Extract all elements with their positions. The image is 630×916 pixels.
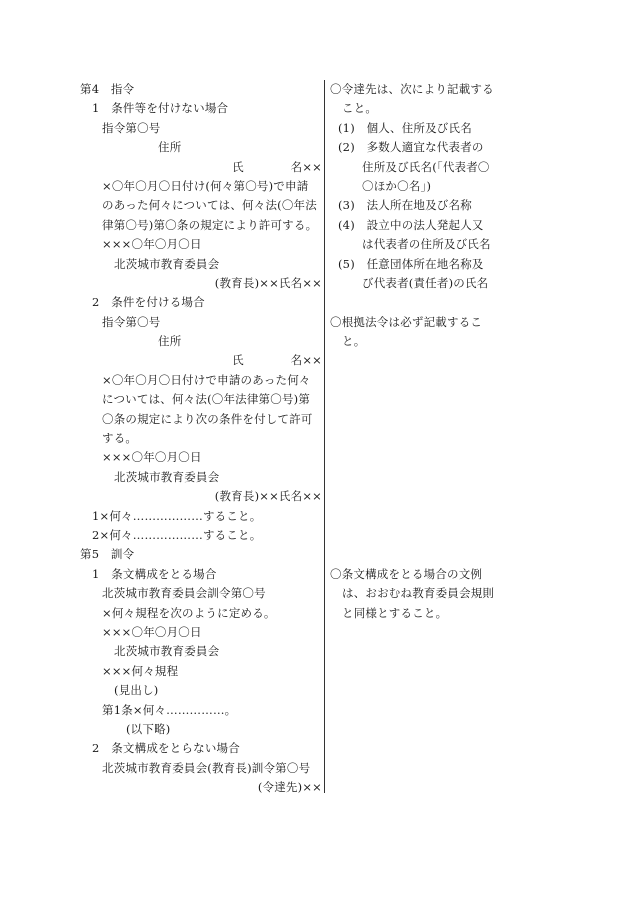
note-item-2-line-3: 〇ほか〇名」) xyxy=(362,178,432,193)
s4-1-name: 氏 名×× xyxy=(232,159,322,174)
s4-2-body-2: については、何々法(〇年法律第〇号)第 xyxy=(102,392,311,407)
note-item-5-line-1: (5) 任意団体所在地名称及 xyxy=(338,256,484,271)
note-item-2-line-2: 住所及び氏名(「代表者〇 xyxy=(362,159,490,174)
s5-1-rule-title: ×××何々規程 xyxy=(102,663,179,678)
s4-2-order-number: 指令第〇号 xyxy=(102,314,161,329)
note-1-line-1: 〇令達先は、次により記載する xyxy=(330,82,494,96)
s5-1-omitted: (以下略) xyxy=(126,721,171,736)
note-3-line-3: と同様とすること。 xyxy=(342,605,448,620)
s5-2-heading: 2 条文構成をとらない場合 xyxy=(92,741,240,756)
s4-2-condition-1: 1×何々………………すること。 xyxy=(92,508,262,523)
note-3-line-2: は、おおむね教育委員会規則 xyxy=(342,586,495,601)
note-2-line-1: 〇根拠法令は必ず記載するこ xyxy=(330,314,483,329)
note-2-line-2: と。 xyxy=(342,334,366,349)
column-divider xyxy=(324,80,325,793)
s5-2-instruction-number: 北茨城市教育委員会(教育長)訓令第〇号 xyxy=(102,760,311,775)
s5-1-date: ×××〇年〇月〇日 xyxy=(102,624,202,639)
s4-1-body-3: 律第〇号)第〇条の規定により許可する。 xyxy=(102,217,318,232)
s4-2-signer: (教育長)××氏名×× xyxy=(214,489,322,504)
section-5-heading: 第5 訓令 xyxy=(80,547,135,562)
note-3-line-1: 〇条文構成をとる場合の文例 xyxy=(330,566,483,581)
spacer xyxy=(330,293,498,312)
s4-2-heading: 2 条件を付ける場合 xyxy=(92,295,205,310)
spacer xyxy=(330,351,498,564)
s4-1-body-2: のあった何々については、何々法(〇年法 xyxy=(102,198,317,213)
s5-1-instruction-number: 北茨城市教育委員会訓令第〇号 xyxy=(102,586,266,601)
s4-2-body-4: する。 xyxy=(102,431,138,446)
s4-2-address: 住所 xyxy=(158,334,182,349)
s4-2-name: 氏 名×× xyxy=(232,353,322,368)
s5-2-addressee: (令達先)×× xyxy=(257,780,322,795)
note-1-line-2: こと。 xyxy=(342,101,378,116)
s5-1-article-1: 第1条×何々……………。 xyxy=(102,702,237,717)
note-item-3: (3) 法人所在地及び名称 xyxy=(338,198,472,213)
s4-1-address: 住所 xyxy=(158,140,182,155)
right-column xyxy=(330,80,498,623)
note-item-4-line-1: (4) 設立中の法人発起人又 xyxy=(338,217,484,232)
s5-1-caption: (見出し) xyxy=(114,683,159,698)
s5-1-enactment-line: ×何々規程を次のように定める。 xyxy=(102,605,276,620)
s4-1-board: 北茨城市教育委員会 xyxy=(114,256,220,271)
s4-1-order-number: 指令第〇号 xyxy=(102,120,161,135)
note-item-4-line-2: は代表者の住所及び氏名 xyxy=(362,237,491,252)
s5-1-heading: 1 条文構成をとる場合 xyxy=(92,566,217,581)
note-item-5-line-2: び代表者(責任者)の氏名 xyxy=(362,275,489,290)
s4-2-date: ×××〇年〇月〇日 xyxy=(102,450,202,465)
note-item-2-line-1: (2) 多数人適宜な代表者の xyxy=(338,140,484,155)
left-column xyxy=(80,80,322,797)
s5-1-board: 北茨城市教育委員会 xyxy=(114,644,220,659)
s4-2-condition-2: 2×何々………………すること。 xyxy=(92,527,262,542)
section-4-heading: 第4 指令 xyxy=(80,82,135,96)
s4-1-date: ×××〇年〇月〇日 xyxy=(102,237,202,252)
s4-2-board: 北茨城市教育委員会 xyxy=(114,469,220,484)
s4-1-body-1: ×〇年〇月〇日付け(何々第〇号)で申請 xyxy=(102,178,309,193)
note-item-1: (1) 個人、住所及び氏名 xyxy=(338,120,472,135)
s4-2-body-1: ×〇年〇月〇日付けで申請のあった何々 xyxy=(102,372,311,387)
s4-1-heading: 1 条件等を付けない場合 xyxy=(92,101,229,116)
s4-1-signer: (教育長)××氏名×× xyxy=(214,275,322,290)
s4-2-body-3: 〇条の規定により次の条件を付して許可 xyxy=(102,411,313,426)
